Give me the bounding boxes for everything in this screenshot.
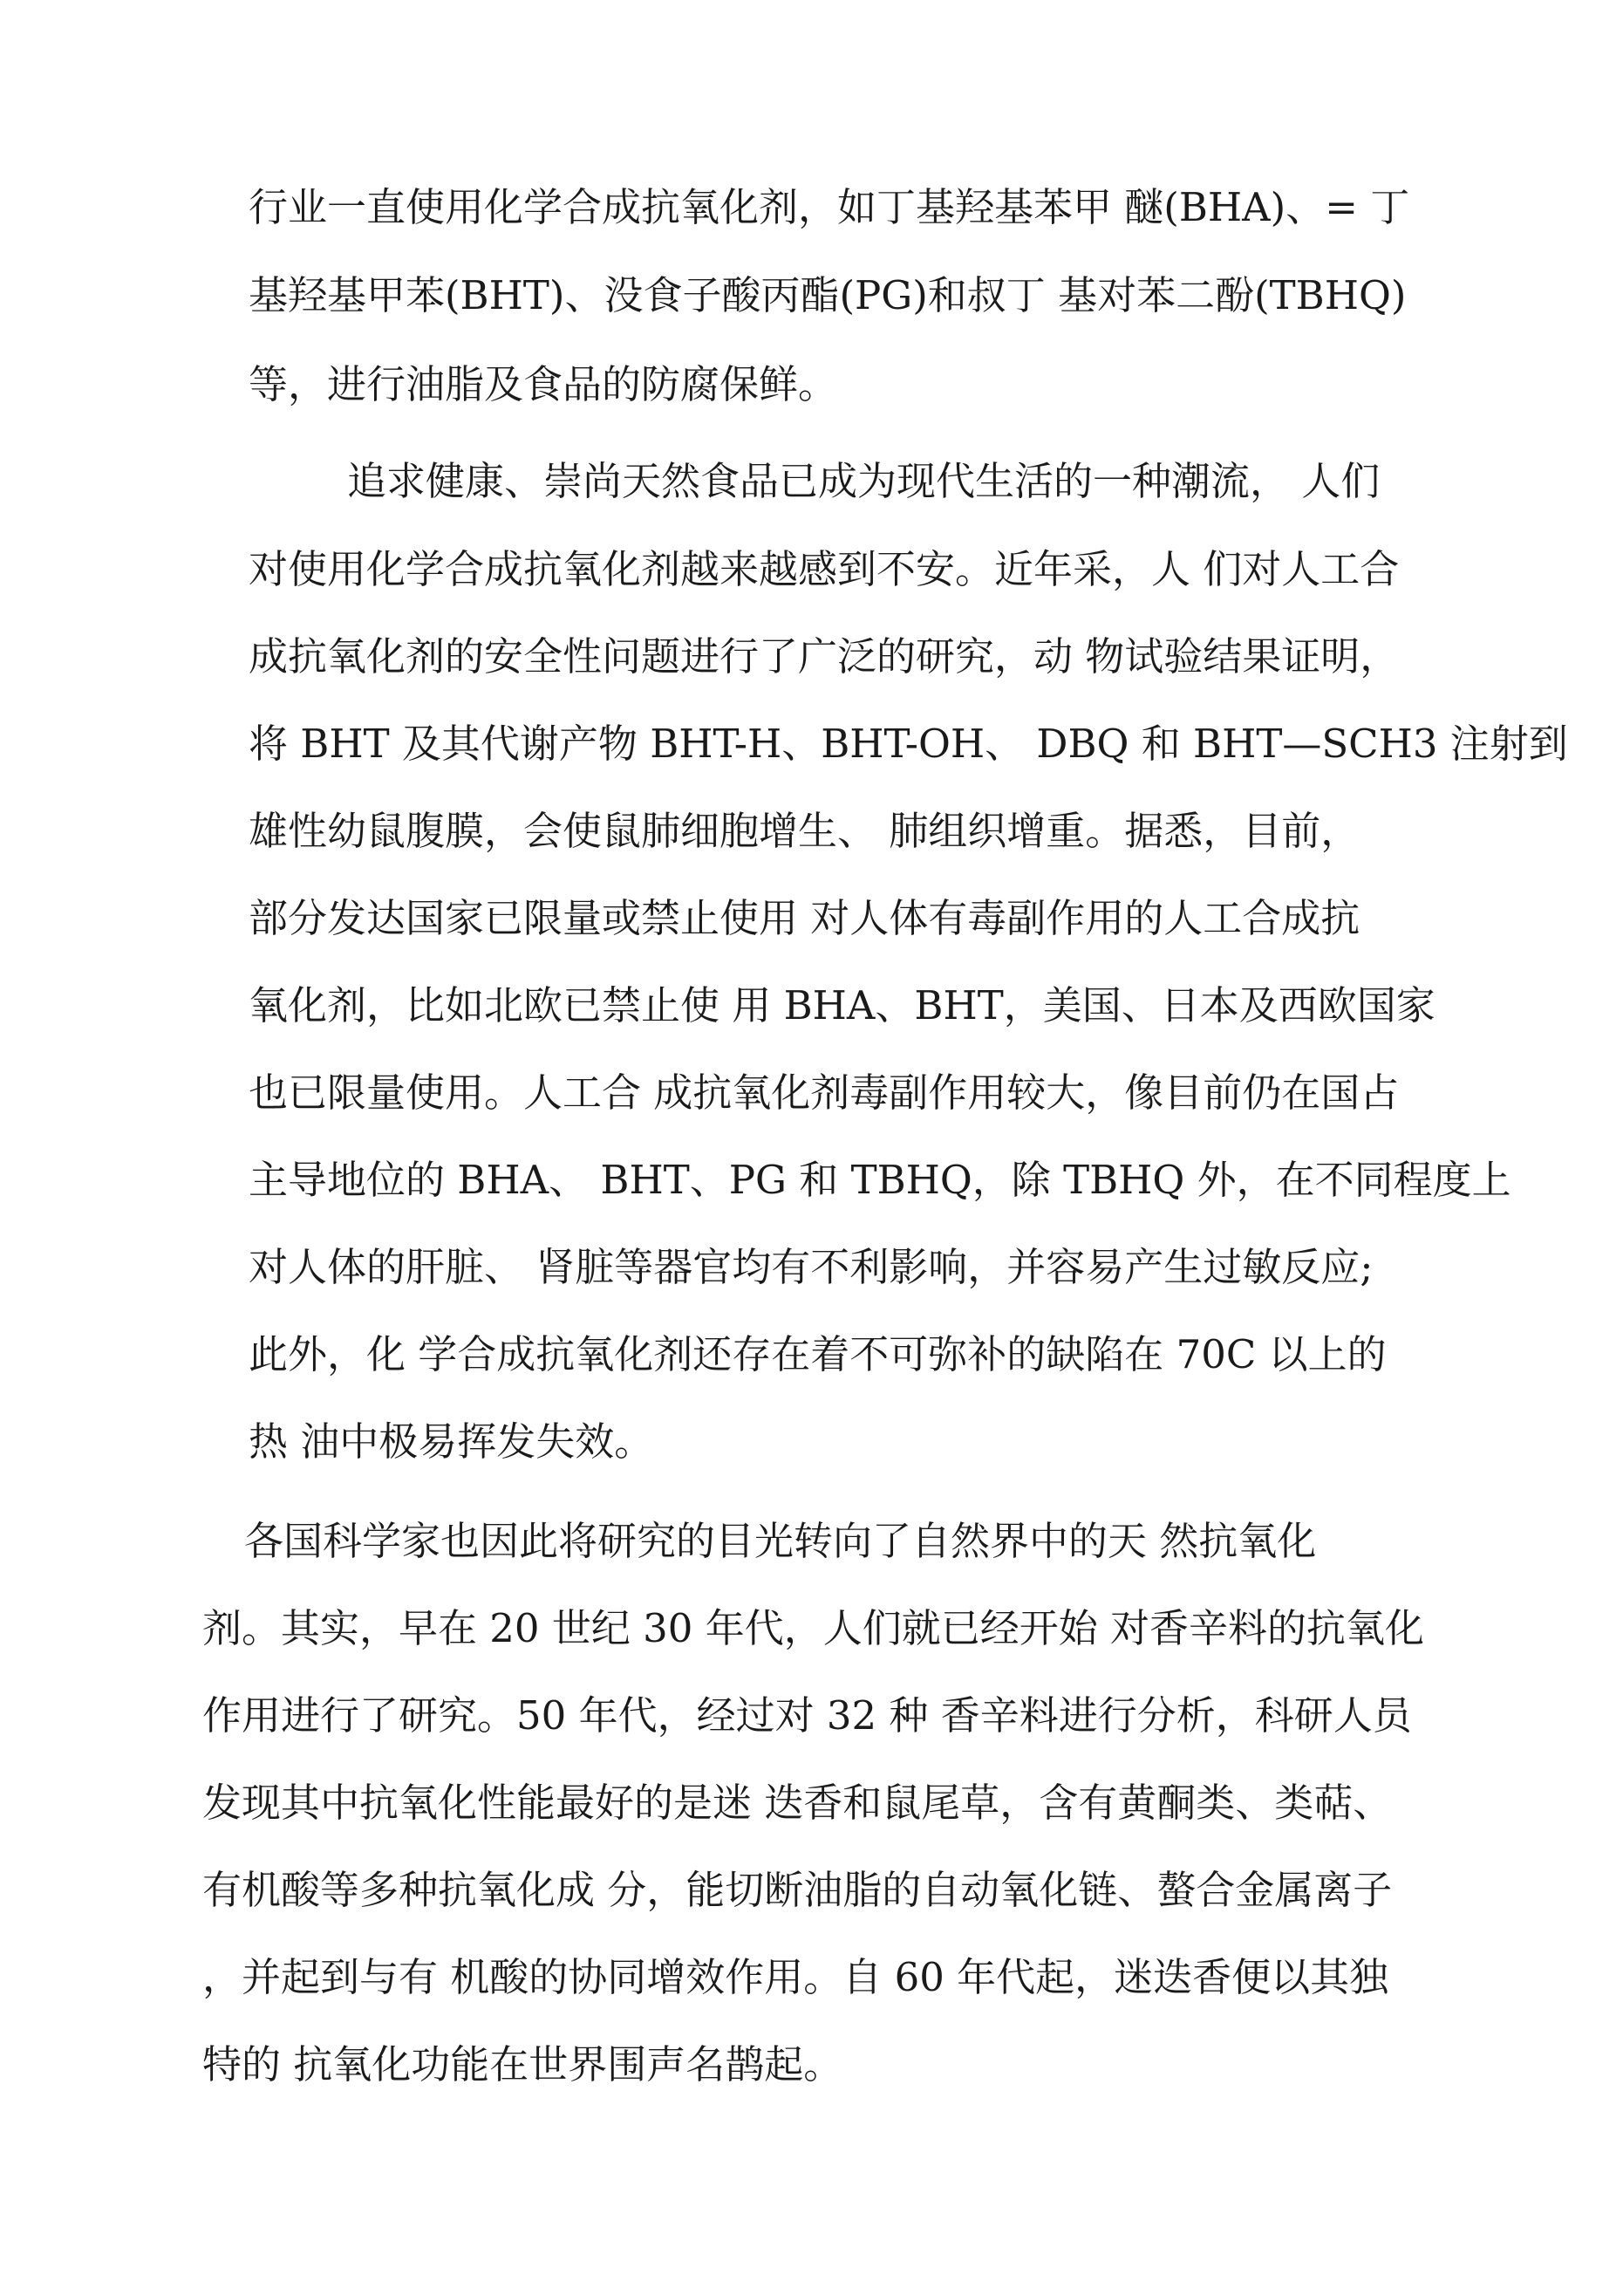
text-line: ，并起到与有 机酸的协同增效作用。自 60 年代起，迷迭香便以其独 (202, 1954, 1389, 2000)
text-line: 主导地位的 BHA、 BHT、PG 和 TBHQ，除 TBHQ 外，在不同程度上 (249, 1157, 1511, 1203)
text-line: 有机酸等多种抗氧化成 分，能切断油脂的自动氧化链、螯合金属离子 (202, 1867, 1393, 1913)
text-line: 各国科学家也因此将研究的目光转向了自然界中的天 然抗氧化 (244, 1518, 1317, 1564)
text-line: 行业一直使用化学合成抗氧化剂，如丁基羟基苯甲 醚(BHA)、= 丁 (249, 184, 1410, 230)
text-line: 剂。其实，早在 20 世纪 30 年代，人们就已经开始 对香辛料的抗氧化 (202, 1605, 1425, 1651)
text-line: 发现其中抗氧化性能最好的是迷 迭香和鼠尾草，含有黄酮类、类萜、 (202, 1780, 1393, 1826)
text-line: 作用进行了研究。50 年代，经过对 32 种 香辛料进行分析，科研人员 (202, 1692, 1412, 1739)
text-line: 追求健康、崇尚天然食品已成为现代生活的一种潮流， 人们 (347, 458, 1381, 504)
text-line: 部分发达国家已限量或禁止使用 对人体有毒副作用的人工合成抗 (249, 895, 1360, 941)
text-line: 将 BHT 及其代谢产物 BHT-H、BHT-OH、 DBQ 和 BHT—SCH3 注射到 (249, 721, 1568, 767)
text-line: 雄性幼鼠腹膜，会使鼠肺细胞增生、 肺组织增重。据悉，目前， (249, 808, 1360, 854)
text-line: 氧化剂，比如北欧已禁止使 用 BHA、BHT，美国、日本及西欧国家 (249, 982, 1435, 1028)
text-line: 此外，化 学合成抗氧化剂还存在着不可弥补的缺陷在 70C 以上的 (249, 1331, 1387, 1377)
text-line: 等，进行油脂及食品的防腐保鲜。 (249, 361, 838, 407)
text-line: 对人体的肝脏、 肾脏等器官均有不利影响，并容易产生过敏反应; (249, 1244, 1374, 1290)
text-line: 热 油中极易挥发失效。 (249, 1418, 654, 1465)
text-line: 也已限量使用。人工合 成抗氧化剂毒副作用较大，像目前仍在国占 (249, 1069, 1400, 1116)
text-line: 特的 抗氧化功能在世界围声名鹊起。 (202, 2041, 843, 2088)
text-line: 对使用化学合成抗氧化剂越来越感到不安。近年采，人 们对人工合 (249, 546, 1400, 592)
text-line: 基羟基甲苯(BHT)、没食子酸丙酯(PG)和叔丁 基对苯二酚(TBHQ) (249, 272, 1407, 318)
text-line: 成抗氧化剂的安全性问题进行了广泛的研究，动 物试验结果证明， (249, 633, 1400, 680)
